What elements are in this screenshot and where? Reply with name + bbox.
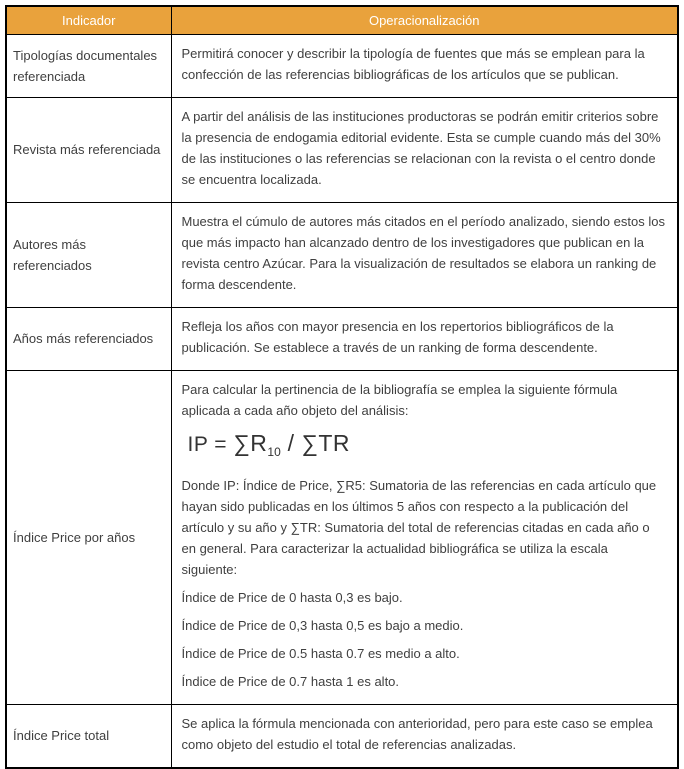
scale-item: Índice de Price de 0,3 hasta 0,5 es bajo a medio.	[181, 617, 464, 633]
operational-cell	[171, 307, 678, 370]
scale-item: Índice de Price de 0 hasta 0,3 es bajo.	[181, 589, 403, 605]
indicator-cell-indice-price-por-anos: Índice Price por años	[6, 370, 171, 704]
column-header-indicador: Indicador	[6, 6, 171, 34]
operational-text: Muestra el cúmulo de autores más citados en el período analizado, siendo estos los que más impacto han alcanzado dentro de los investigadores que publican en la revista centro Azúcar. Para la visualización de resultados se elabora un ranking de forma descendente.	[181, 213, 665, 292]
formula-subscript: 10	[267, 444, 281, 459]
table-row	[6, 202, 678, 307]
column-header-operacionalizacion: Operacionalización	[171, 6, 678, 34]
operational-text: Se aplica la fórmula mencionada con anterioridad, pero para este caso se emplea como objeto del estudio el total de referencias analizadas.	[181, 715, 653, 752]
table-row	[6, 34, 678, 97]
indicator-cell-anos: Años más referenciados	[6, 307, 171, 370]
price-index-formula	[187, 429, 668, 463]
scale-item: Índice de Price de 0.7 hasta 1 es alto.	[181, 673, 400, 689]
indicator-cell-autores: Autores más referenciados	[6, 202, 171, 307]
scale-item: Índice de Price de 0.5 hasta 0.7 es medio a alto.	[181, 645, 460, 661]
operational-text: A partir del análisis de las instituciones productoras se podrán emitir criterios sobre la presencia de endogamia editorial evidente. Esta se cumple cuando más del 30% de las instituciones o las referencias se relacionan con la revista o el centro donde se encuentra localizada.	[181, 108, 661, 187]
formula-lhs: IP =	[187, 432, 234, 456]
operational-cell	[171, 370, 678, 704]
operational-cell	[171, 97, 678, 202]
indicator-cell-indice-price-total: Índice Price total	[6, 704, 171, 768]
formula-sigma-r: ∑R	[233, 429, 268, 456]
formula-explanation-text: Donde IP: Índice de Price, ∑R5: Sumatoria de las referencias en cada artículo que hayan sido publicadas en los últimos 5 años con respecto a la publicación del artículo y su año y ∑TR: Sumatoria del total de referencias citadas en cada año o en general. Para caracterizar la actualidad bibliográfica se utiliza la escala siguiente:	[181, 477, 657, 577]
table-row	[6, 704, 678, 768]
indicator-cell-tipologias: Tipologías documentales referenciada	[6, 34, 171, 97]
table-row	[6, 97, 678, 202]
formula-intro-text: Para calcular la pertinencia de la bibliografía se emplea la siguiente fórmula aplicada a cada año objeto del análisis:	[181, 381, 618, 418]
operational-text: Permitirá conocer y describir la tipología de fuentes que más se emplean para la confección de las referencias bibliográficas de los artículos que se publican.	[181, 45, 645, 82]
formula-rhs: / ∑TR	[280, 429, 351, 456]
table-header-row	[6, 6, 678, 34]
operational-cell	[171, 202, 678, 307]
indicator-cell-revista: Revista más referenciada	[6, 97, 171, 202]
table-row	[6, 307, 678, 370]
operational-text: Refleja los años con mayor presencia en los repertorios bibliográficos de la publicación. Se establece a través de un ranking de forma descendente.	[181, 318, 614, 355]
operational-cell	[171, 704, 678, 768]
table-row	[6, 370, 678, 704]
indicators-table	[5, 5, 679, 769]
operational-cell	[171, 34, 678, 97]
